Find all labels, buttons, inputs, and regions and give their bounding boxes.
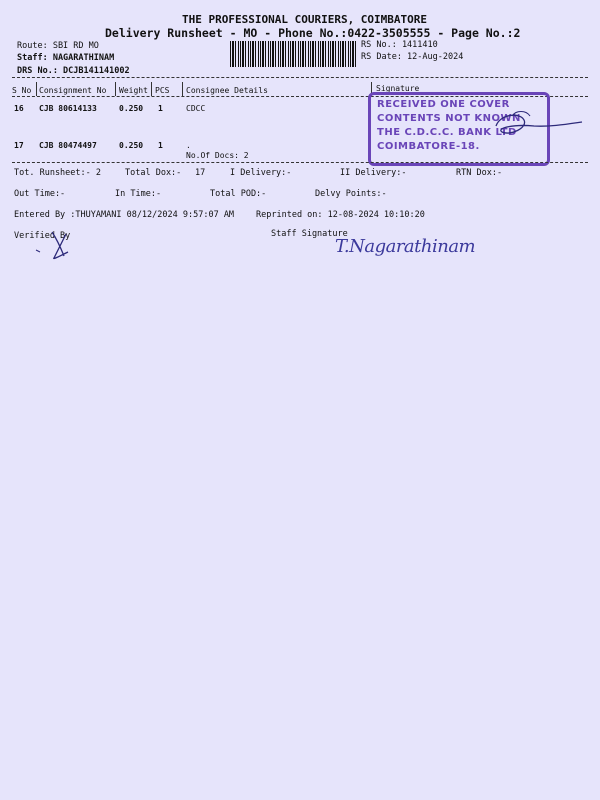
stamp-line: THE C.D.C.C. BANK LTD: [377, 127, 517, 138]
col-header-pcs: PCS: [155, 86, 170, 95]
total-dox-value: 17: [195, 168, 206, 178]
second-delivery: II Delivery:-: [340, 168, 407, 178]
barcode-image: [230, 41, 356, 67]
out-time: Out Time:-: [14, 189, 66, 199]
delivery-points: Delvy Points:-: [315, 189, 387, 199]
total-pod: Total POD:-: [210, 189, 267, 199]
row2-doc-count: No.Of Docs: 2: [186, 151, 249, 160]
total-dox-label: Total Dox:-: [125, 168, 182, 178]
col-divider: [36, 82, 37, 96]
staff-signature-label: Staff Signature: [271, 229, 348, 239]
receiver-signature-scribble: [490, 106, 585, 146]
col-divider: [182, 82, 183, 96]
staff-handwritten-signature: T.Nagarathinam: [335, 236, 476, 257]
rs-number: RS No.: 1411410: [361, 40, 438, 50]
row1-sno: 16: [14, 104, 24, 113]
company-title: THE PROFESSIONAL COURIERS, COIMBATORE: [182, 13, 428, 26]
drs-number: DRS No.: DCJB141141002: [17, 66, 130, 76]
return-dox: RTN Dox:-: [456, 168, 503, 178]
col-header-consignment: Consignment No: [39, 86, 107, 95]
reprinted-on: Reprinted on: 12-08-2024 10:10:20: [256, 210, 425, 220]
total-runsheet: Tot. Runsheet:- 2: [14, 168, 101, 178]
col-divider: [115, 82, 116, 96]
entered-by: Entered By :THUYAMANI 08/12/2024 9:57:07 AM: [14, 210, 235, 220]
row1-consignment: CJB 80614133: [39, 104, 97, 113]
col-header-weight: Weight: [119, 86, 148, 95]
in-time: In Time:-: [115, 189, 162, 199]
row1-pcs: 1: [158, 104, 163, 113]
verifier-signature-scribble: [30, 228, 80, 262]
runsheet-subtitle: Delivery Runsheet - MO - Phone No.:0422-3505555 - Page No.:2: [105, 26, 521, 40]
col-divider: [151, 82, 152, 96]
col-header-consignee: Consignee Details: [186, 86, 268, 95]
row2-weight: 0.250: [119, 141, 144, 150]
staff-label: Staff: NAGARATHINAM: [17, 53, 115, 63]
col-header-signature: Signature: [376, 84, 420, 93]
first-delivery: I Delivery:-: [230, 168, 292, 178]
row1-consignee: CDCC: [186, 104, 206, 113]
table-top-rule: [12, 77, 588, 78]
row2-consignee: .: [186, 141, 191, 150]
row1-weight: 0.250: [119, 104, 144, 113]
table-bottom-rule: [12, 162, 588, 163]
route-label: Route: SBI RD MO: [17, 41, 99, 51]
row2-consignment: CJB 80474497: [39, 141, 97, 150]
stamp-line: COIMBATORE-18.: [377, 141, 480, 152]
stamp-line: RECEIVED ONE COVER: [377, 99, 510, 110]
stamp-line: CONTENTS NOT KNOWN: [377, 113, 521, 124]
row2-sno: 17: [14, 141, 24, 150]
row2-pcs: 1: [158, 141, 163, 150]
rs-date: RS Date: 12-Aug-2024: [361, 52, 464, 62]
verified-by-label: Verified By: [14, 231, 71, 241]
col-header-sno: S No: [12, 86, 32, 95]
